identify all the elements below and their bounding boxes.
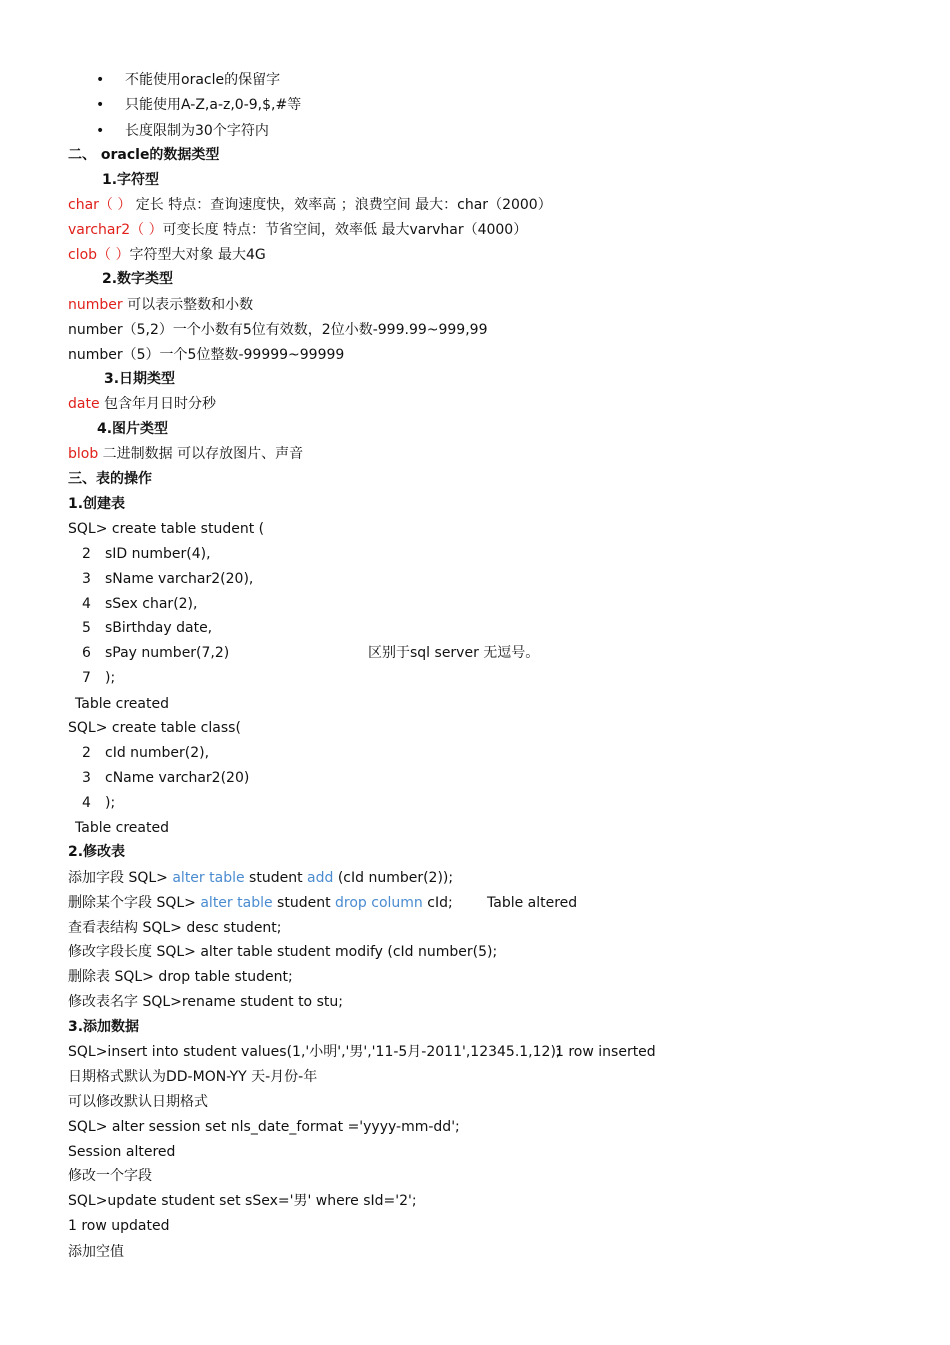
type-keyword: date: [68, 396, 100, 412]
line-number: 7: [82, 670, 91, 686]
sql-result: Table created: [75, 696, 169, 712]
sql-code-line: [82, 793, 115, 813]
section-heading: 三、表的操作: [68, 471, 152, 487]
line-text: sPay number(7,2): [105, 645, 230, 661]
line-text: sBirthday date,: [105, 620, 213, 636]
char-type-line: [68, 195, 552, 215]
type-description: 可以表示整数和小数: [122, 297, 254, 313]
update-heading: 修改一个字段: [68, 1168, 152, 1184]
bullet-item: 不能使用oracle的保留字: [125, 72, 281, 88]
subsection-heading: 3.日期类型: [104, 371, 176, 387]
add-null-heading: 添加空值: [68, 1244, 124, 1260]
sql-result: Table altered: [487, 895, 578, 911]
sql-code-line: [82, 544, 211, 564]
sql-code-line: [82, 643, 229, 663]
date-format-note: 日期格式默认为DD-MON-YY 天-月份-年: [68, 1069, 318, 1085]
modify-line: 修改字段长度 SQL> alter table student modify (cId number(5);: [68, 944, 498, 960]
sql-code-line: [82, 768, 249, 788]
comment-note: 区别于sql server 无逗号。: [368, 645, 540, 661]
sql-keyword: add: [307, 870, 334, 886]
bullet-item: 只能使用A-Z,a-z,0-9,$,#等: [125, 97, 302, 113]
sql-keyword: alter table: [200, 895, 273, 911]
date-type-line: [68, 394, 216, 414]
bullet-dot: •: [96, 123, 105, 139]
type-description: 定长 特点：查询速度快，效率高 ；浪费空间 最大：char（2000）: [131, 197, 552, 213]
type-description: 包含年月日时分秒: [99, 396, 217, 412]
type-keyword: blob: [68, 446, 99, 462]
sql-keyword: alter table: [172, 870, 245, 886]
bullet-dot: •: [96, 97, 105, 113]
subsection-heading: 1.字符型: [102, 172, 160, 188]
alter-session-line: SQL> alter session set nls_date_format ='yyyy-mm-dd';: [68, 1119, 460, 1135]
sql-keyword: drop column: [335, 895, 423, 911]
sql-result: Session altered: [68, 1144, 176, 1160]
line-text: sSex char(2),: [105, 596, 198, 612]
line-number: 3: [82, 571, 91, 587]
subsection-heading: 4.图片类型: [97, 421, 169, 437]
bullet-dot: •: [96, 72, 105, 88]
line-text: sName varchar2(20),: [105, 571, 254, 587]
update-line: SQL>update student set sSex='男' where sId='2';: [68, 1193, 417, 1209]
number-type-line: [68, 295, 253, 315]
line-text: );: [105, 670, 116, 686]
sql-result: 1 row updated: [68, 1218, 170, 1234]
sql-text: (cId number(2));: [333, 870, 454, 886]
number-52-line: number（5,2）一个小数有5位有效数，2位小数-999.99~999,99: [68, 322, 488, 338]
sql-code-line: [82, 743, 209, 763]
section-heading: 二、 oracle的数据类型: [68, 147, 220, 163]
drop-table-line: 删除表 SQL> drop table student;: [68, 969, 293, 985]
drop-column-line: [68, 893, 453, 913]
subsection-heading: 1.创建表: [68, 496, 126, 512]
line-text: cId number(2),: [105, 745, 210, 761]
sql-prompt-line: SQL> create table student (: [68, 521, 265, 537]
add-column-line: [68, 868, 453, 888]
line-text: sID number(4),: [105, 546, 211, 562]
varchar2-type-line: [68, 220, 527, 240]
line-number: 2: [82, 745, 91, 761]
line-number: 5: [82, 620, 91, 636]
type-keyword: number: [68, 297, 123, 313]
desc-line: 查看表结构 SQL> desc student;: [68, 920, 282, 936]
line-number: 2: [82, 546, 91, 562]
sql-code-line: [82, 668, 115, 688]
number-5-line: number（5）一个5位整数-99999~99999: [68, 347, 345, 363]
insert-line: SQL>insert into student values(1,'小明','男','11-5月-2011',12345.1,12);: [68, 1044, 561, 1060]
type-description: 可变长度 特点：节省空间，效率低 最大varvhar（4000）: [162, 222, 528, 238]
op-label: 删除某个字段 SQL>: [68, 895, 201, 911]
sql-result: 1 row inserted: [555, 1044, 656, 1060]
sql-text: cId;: [422, 895, 453, 911]
sql-prompt-line: SQL> create table class(: [68, 720, 241, 736]
sql-code-line: [82, 618, 212, 638]
sql-code-line: [82, 569, 253, 589]
blob-type-line: [68, 444, 303, 464]
sql-text: student: [272, 895, 336, 911]
sql-result: Table created: [75, 820, 169, 836]
bullet-item: 长度限制为30个字符内: [125, 123, 269, 139]
type-keyword: char（ ）: [68, 197, 132, 213]
type-keyword: varchar2（ ）: [68, 222, 163, 238]
sql-text: student: [244, 870, 308, 886]
line-number: 3: [82, 770, 91, 786]
line-number: 6: [82, 645, 91, 661]
subsection-heading: 2.修改表: [68, 844, 126, 860]
line-number: 4: [82, 596, 91, 612]
subsection-heading: 2.数字类型: [102, 271, 174, 287]
type-description: 二进制数据 可以存放图片、声音: [98, 446, 304, 462]
clob-type-line: [68, 245, 266, 265]
type-keyword: clob（ ）: [68, 247, 130, 263]
op-label: 添加字段 SQL>: [68, 870, 173, 886]
type-description: 字符型大对象 最大4G: [129, 247, 266, 263]
date-format-change-note: 可以修改默认日期格式: [68, 1094, 208, 1110]
subsection-heading: 3.添加数据: [68, 1019, 140, 1035]
line-number: 4: [82, 795, 91, 811]
line-text: cName varchar2(20): [105, 770, 250, 786]
sql-code-line: [82, 594, 197, 614]
rename-line: 修改表名字 SQL>rename student to stu;: [68, 994, 343, 1010]
line-text: );: [105, 795, 116, 811]
